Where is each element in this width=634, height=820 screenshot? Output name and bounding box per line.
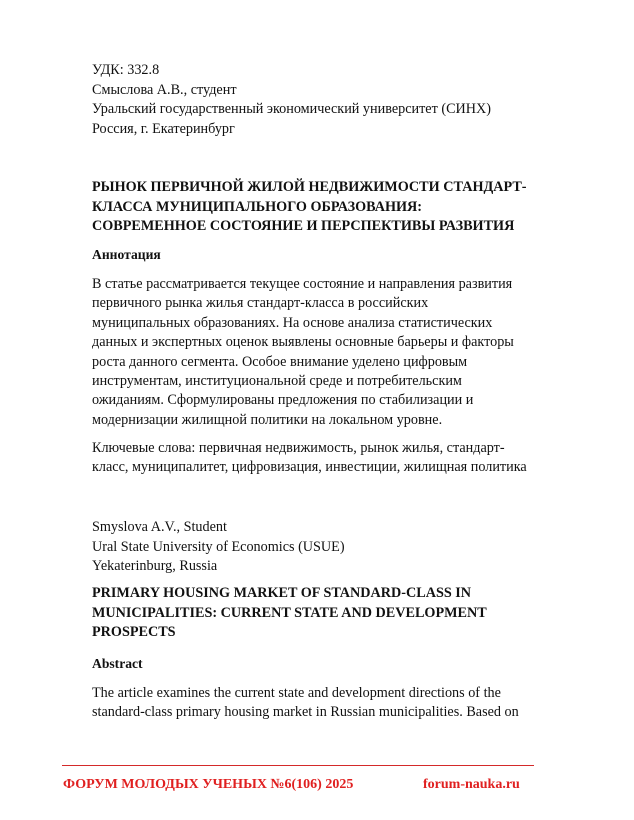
en-title-line: PRIMARY HOUSING MARKET OF STANDARD-CLASS IN: [92, 585, 472, 601]
ru-abstract-line: муниципальных образованиях. На основе анализа статистических: [92, 314, 493, 331]
ru-abstract-line: инструментам, институциональной среде и потребительским: [92, 373, 462, 390]
author-line: Смыслова А.В., студент: [92, 81, 237, 98]
en-title-line: MUNICIPALITIES: CURRENT STATE AND DEVELOPMENT: [92, 604, 487, 621]
ru-abstract: [92, 275, 562, 430]
ru-title-line: РЫНОК ПЕРВИЧНОЙ ЖИЛОЙ НЕДВИЖИМОСТИ СТАНДАРТ-: [92, 179, 527, 195]
journal-name: ФОРУМ МОЛОДЫХ УЧЕНЫХ №6(106) 2025: [63, 777, 354, 792]
affiliation-line: Уральский государственный экономический университет (СИНХ): [92, 101, 491, 117]
footer-divider: [62, 765, 534, 766]
ru-abstract-line: первичного рынка жилья стандарт-класса в российских: [92, 295, 429, 312]
ru-abstract-line: роста данного сегмента. Особое внимание уделено цифровым: [92, 353, 468, 370]
ru-title-line: СОВРЕМЕННОЕ СОСТОЯНИЕ И ПЕРСПЕКТИВЫ РАЗВИТИЯ: [92, 218, 515, 234]
en-location-line: Yekaterinburg, Russia: [92, 558, 218, 574]
ru-abstract-heading: Аннотация: [92, 247, 161, 262]
ru-abstract-line: В статье рассматривается текущее состояние и направления развития: [92, 276, 513, 292]
ru-abstract-line: данных и экспертных оценок выявлены основные барьеры и факторы: [92, 334, 514, 351]
ru-title: [92, 178, 562, 237]
location-line: Россия, г. Екатеринбург: [92, 120, 235, 137]
en-title: [92, 584, 562, 643]
ru-abstract-line: ожиданиям. Сформулированы предложения по стабилизации и: [92, 392, 474, 409]
ru-author-meta: [92, 61, 562, 139]
en-author-meta: [92, 518, 562, 577]
ru-abstract-line: модернизации жилищной политики на локальном уровне.: [92, 411, 443, 428]
en-affiliation-line: Ural State University of Economics (USUE): [92, 538, 345, 555]
en-abstract-line: standard-class primary housing market in Russian municipalities. Based on: [92, 704, 519, 721]
en-title-line: PROSPECTS: [92, 624, 176, 640]
ru-title-line: КЛАССА МУНИЦИПАЛЬНОГО ОБРАЗОВАНИЯ:: [92, 198, 423, 215]
ru-keywords: [92, 439, 562, 478]
ru-keywords-line: Ключевые слова: первичная недвижимость, рынок жилья, стандарт-: [92, 440, 505, 456]
en-abstract-line: The article examines the current state and development directions of the: [92, 685, 501, 701]
udc-line: УДК: 332.8: [92, 62, 160, 78]
en-author-line: Smyslova A.V., Student: [92, 519, 227, 535]
en-abstract-heading: Abstract: [92, 656, 143, 671]
en-abstract: [92, 684, 562, 723]
journal-site-link[interactable]: forum-nauka.ru: [423, 777, 520, 792]
ru-keywords-line: класс, муниципалитет, цифровизация, инвестиции, жилищная политика: [92, 459, 527, 476]
